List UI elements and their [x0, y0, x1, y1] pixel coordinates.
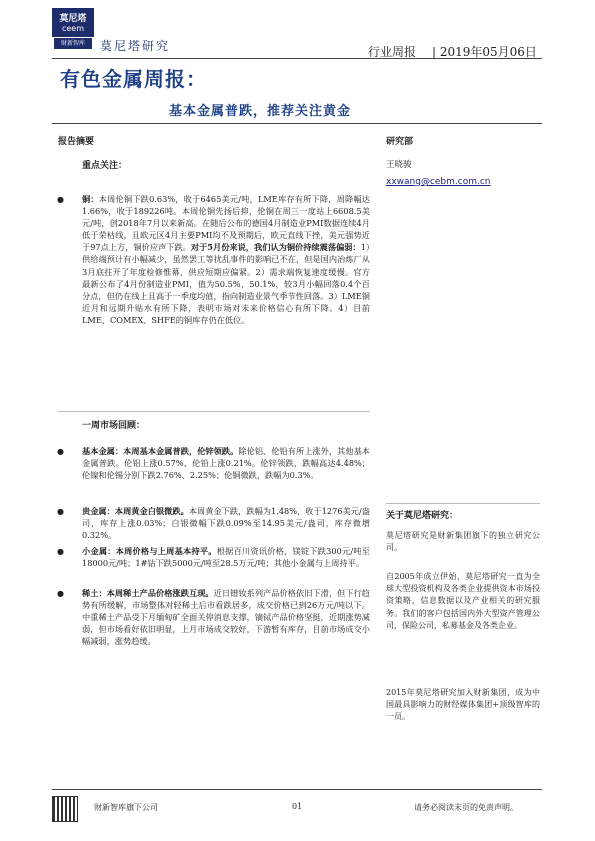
title-divider — [52, 123, 542, 124]
footer-divider — [52, 789, 542, 790]
company-logo — [52, 8, 94, 50]
sidebar-divider — [386, 503, 540, 504]
copper-paragraph — [82, 193, 370, 326]
bullet-dot: ● — [57, 507, 64, 516]
copper-text-2: 1）供给端预计有小幅减少，虽然罢工等扰乱事件的影响已不在，但是国内冶炼厂从3月底拄开了年度检修惟幕，供应短期应偏紧。2）需求端恢复速度缓慢。官方最新公布了4月份制造业PMI，值为50.5%，50.1%，较3月小幅回落0.4个百分点，但仍在线上且高于一季度均值，指向制造业景气季节性回落。3）LME铜近月和远期升贴水有所下降，表明市场对未来价格信心有所下降。4）目前LME、COMEX、SHFE的铜库存仍在低位。 — [82, 242, 371, 325]
minor-metals-lead: 小金属：本周价格与上周基本持平。 — [82, 546, 217, 556]
about-paragraph-2: 自2005年成立伊始，莫尼塔研究一直为全球大型投资机构及各类企业提供资本市场投资策略，信息数据以及产业相关的研究服务。我们的客户包括国内外大型资产管理公司，保险公司，私募基金及各类企业。 — [386, 572, 540, 630]
base-metals-lead: 基本金属：本周基本金属普跌，伦锌领跌。 — [82, 446, 239, 456]
focus-heading: 重点关注： — [82, 161, 128, 171]
precious-metals-text: 本周黄金下跌，跌幅为1.48%，收于1276美元/盎司，库存上涨0.03%；白银微幅下跌0.09%至14.95美元/盎司，库存微增0.32%。 — [82, 506, 370, 541]
logo-cn-text: 莫尼塔 — [59, 14, 87, 24]
footer-company: 财新智库旗下公司 — [94, 803, 158, 812]
disclaimer-note: 请务必阅读末页的免责声明。 — [414, 803, 518, 812]
copper-outlook: 对于5月份来说，我们认为铜价持续震荡偏弱： — [190, 242, 361, 253]
logo-band-text: 财新智库 — [54, 38, 92, 49]
minor-metals-paragraph — [82, 545, 370, 569]
base-metals-paragraph — [82, 445, 370, 481]
bullet-dot: ● — [57, 195, 64, 204]
bullet-dot: ● — [57, 447, 64, 456]
copper-text-1: 本周伦铜下跌0.63%，收于6465美元/吨，LME库存有所下降，周降幅达1.66%，收于189226吨。本周伦铜先扬后抑，伦铜在周三一度站上6608.5美元/吨，创2018年7月以来新高。在随后公布的德国4月制造业PMI数据连续4月低于荣枯线，且欧元区4月主要PMI均不及预期后，欧元直线下挫，美元强势近于97点上方，铜价应声下跌。 — [82, 194, 370, 253]
minor-metals-text: 根据百川资讯价格，镁锭下跌300元/吨至18000元/吨；1#钴下跌5000元/吨至28.5万元/吨；其他小金属与上周持平。 — [82, 546, 370, 569]
base-metals-text: 除伦铝、伦铅有所上涨外，其他基本金属普跌。伦铝上涨0.57%、伦铅上涨0.21%。伦锌领跌，跌幅高达4.48%；伦镍和伦锡分别下跌2.76%、2.25%；伦铜微跌，跌幅为0.3%。 — [82, 446, 370, 481]
page-number: 01 — [292, 802, 303, 811]
rare-earth-text: 近日镨钕系列产品价格依旧下滑，但下行趋势有所缓解，市场整体对轻稀土后市看跌居多，成交价格已到26万元/吨以下。中重稀土产品受下月缅甸矿全面关停消息支撑，镝铽产品价格坚挺，近期涨势减弱，但市场看好依旧明显，上月市场成交较好，下游暂有库存，目前市场成交小幅减弱，涨势趋缓。 — [82, 588, 370, 647]
about-heading: 关于莫尼塔研究： — [386, 511, 459, 521]
about-paragraph-1: 莫尼塔研究是财新集团旗下的独立研究公司。 — [386, 531, 540, 553]
qr-code-icon — [52, 796, 78, 822]
report-subtitle: 基本金属普跌，推荐关注黄金 — [169, 104, 352, 119]
rare-earth-paragraph — [82, 587, 370, 647]
author-email-link[interactable]: xxwang@cebm.com.cn — [386, 177, 491, 187]
report-title: 有色金属周报： — [60, 67, 207, 91]
report-date: | 2019年05月06日 — [432, 45, 537, 59]
section-divider — [58, 411, 370, 412]
sidebar-dept: 研究部 — [386, 137, 414, 147]
report-type: 行业周报 — [368, 45, 417, 59]
bullet-dot: ● — [57, 589, 64, 598]
brand-name: 莫尼塔研究 — [100, 39, 171, 53]
precious-metals-lead: 贵金属：本周黄金白银微跌。 — [82, 506, 189, 516]
summary-heading: 报告摘要 — [58, 137, 95, 147]
about-paragraph-3: 2015年莫尼塔研究加入财新集团，成为中国最具影响力的财经媒体集团+顶级智库的一员。 — [386, 688, 540, 722]
bullet-dot: ● — [57, 547, 64, 556]
author-name: 王晓骏 — [386, 160, 412, 170]
market-heading: 一周市场回顾： — [82, 421, 146, 431]
logo-en-text: ceem — [61, 24, 85, 33]
copper-lead: 铜： — [82, 194, 99, 204]
precious-metals-paragraph — [82, 505, 370, 541]
header-divider — [52, 58, 542, 59]
rare-earth-lead: 稀土：本周稀土产品价格涨跌互现。 — [82, 588, 214, 598]
